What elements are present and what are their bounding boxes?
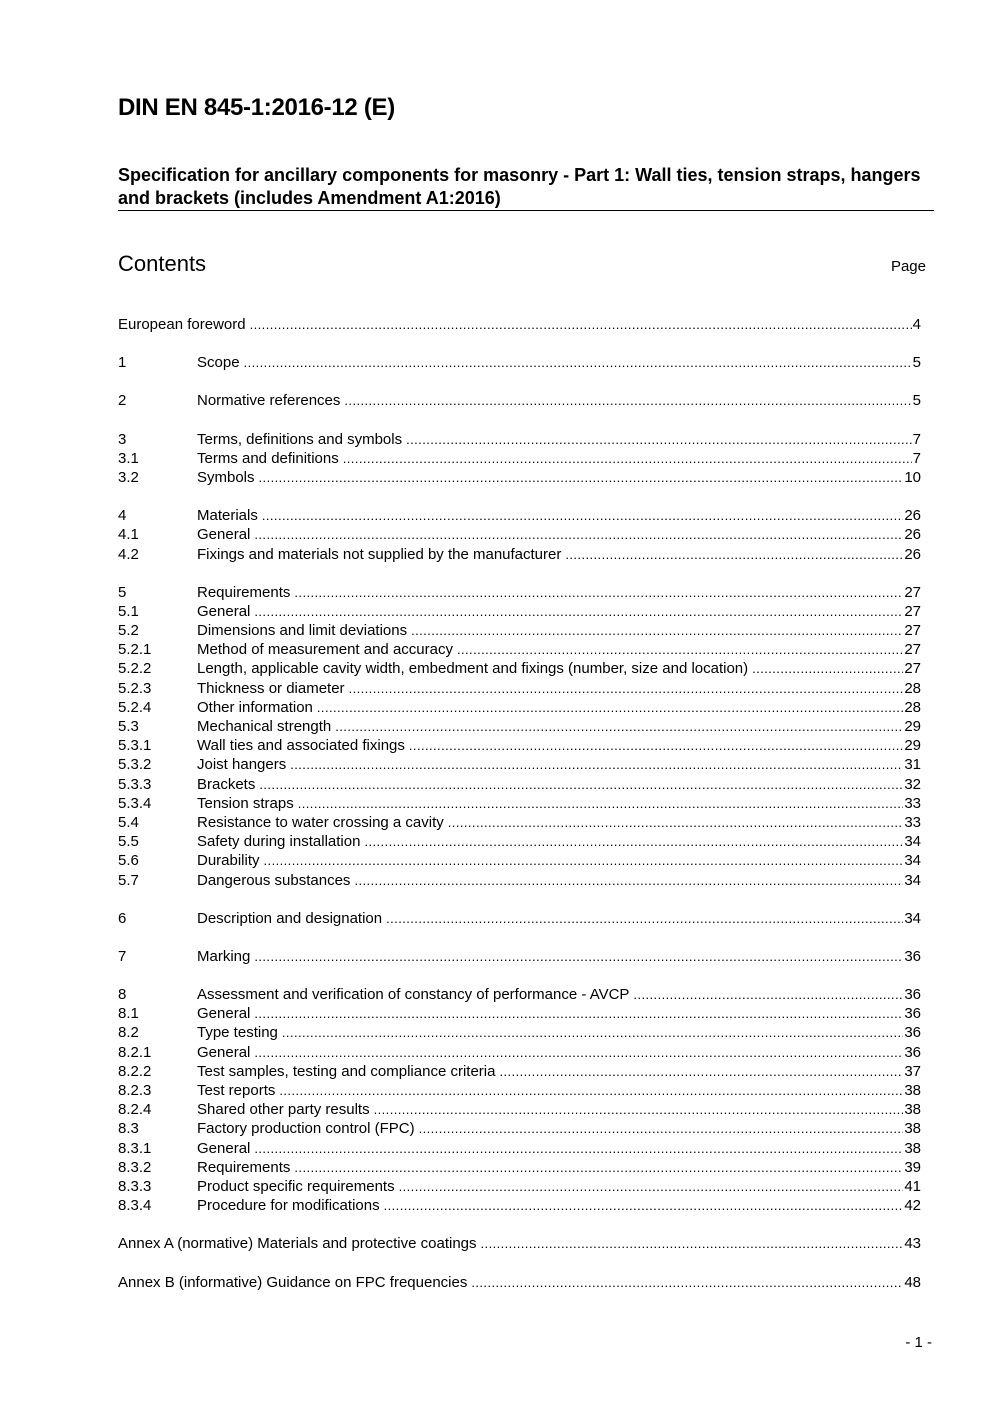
toc-entry-title: Shared other party results	[197, 1101, 370, 1119]
toc-entry-page: 34	[904, 833, 921, 851]
toc-entry-number: 4.1	[118, 526, 139, 544]
toc-entry-title: Mechanical strength	[197, 718, 332, 735]
toc-group	[118, 1273, 921, 1292]
document-title: DIN EN 845-1:2016-12 (E)	[118, 94, 395, 121]
toc-dot-leader	[499, 1062, 903, 1081]
toc-entry-number: 4	[118, 507, 127, 525]
toc-entry-title: Procedure for modifications	[197, 1197, 380, 1215]
toc-entry-title: European foreword	[118, 316, 246, 333]
toc-entry-page: 43	[904, 1235, 921, 1253]
toc-entry-number: 5.2	[118, 622, 139, 640]
toc-entry-number: 6	[118, 909, 127, 927]
toc-entry-number: 1	[118, 354, 127, 372]
toc-entry[interactable]	[118, 717, 921, 736]
toc-group	[118, 391, 921, 410]
toc-entry-page: 36	[904, 986, 921, 1004]
toc-entry-page: 28	[904, 698, 921, 716]
toc-entry-title: Length, applicable cavity width, embedment and fixings (number, size and location)	[197, 660, 749, 678]
toc-entry-page: 38	[904, 1120, 921, 1138]
toc-entry-number: 8.2.2	[118, 1062, 152, 1080]
toc-group	[118, 430, 921, 488]
toc-entry-title: Dimensions and limit deviations	[197, 622, 408, 640]
toc-entry[interactable]	[118, 602, 921, 621]
toc-entry[interactable]	[118, 1100, 921, 1119]
toc-entry-page: 27	[904, 583, 921, 601]
toc-entry-page: 38	[904, 1139, 921, 1157]
toc-entry-number: 5.2.2	[118, 660, 152, 678]
toc-entry-page: 29	[904, 737, 921, 755]
toc-dot-leader	[254, 947, 903, 966]
toc-entry-page: 26	[904, 507, 921, 525]
toc-entry[interactable]	[118, 1139, 921, 1158]
toc-entry-title: Description and designation	[197, 909, 383, 927]
toc-entry-title: Tension straps	[197, 794, 294, 812]
toc-entry-page: 37	[904, 1062, 921, 1080]
toc-group	[118, 909, 921, 928]
toc-entry-page: 48	[904, 1273, 921, 1291]
toc-dot-leader	[406, 430, 912, 449]
toc-dot-leader	[317, 698, 903, 717]
toc-dot-leader	[633, 985, 903, 1004]
toc-dot-leader	[290, 755, 903, 774]
toc-entry-title: Test reports	[197, 1082, 276, 1099]
toc-entry-number: 5.1	[118, 602, 139, 620]
toc-entry-page: 32	[904, 775, 921, 793]
toc-entry[interactable]	[118, 736, 921, 755]
toc-dot-leader	[364, 832, 903, 851]
toc-entry-number: 8.3.1	[118, 1139, 152, 1157]
toc-dot-leader	[335, 717, 903, 736]
toc-entry-title: Product specific requirements	[197, 1177, 395, 1195]
toc-entry[interactable]	[118, 1196, 921, 1215]
toc-entry[interactable]	[118, 1234, 921, 1253]
toc-dot-leader	[374, 1100, 904, 1119]
toc-entry-title: Assessment and verification of constancy of performance - AVCP	[197, 986, 630, 1004]
toc-dot-leader	[259, 468, 904, 487]
toc-entry[interactable]	[118, 1273, 921, 1292]
toc-dot-leader	[344, 391, 911, 410]
toc-entry-page: 34	[904, 852, 921, 870]
toc-entry[interactable]	[118, 430, 921, 449]
toc-entry-number: 8.2	[118, 1024, 139, 1042]
toc-entry-number: 5.5	[118, 833, 139, 851]
toc-entry-title: General	[197, 1043, 251, 1061]
toc-entry-page: 7	[912, 430, 921, 448]
toc-entry-number: 8.3	[118, 1120, 139, 1138]
toc-entry[interactable]	[118, 315, 921, 334]
toc-dot-leader	[752, 659, 903, 678]
toc-entry-number: 5.6	[118, 852, 139, 870]
toc-entry-page: 27	[904, 602, 921, 620]
toc-entry-number: 5.2.3	[118, 679, 152, 697]
toc-entry-number: 3.2	[118, 468, 139, 486]
toc-entry-number: 3.1	[118, 449, 139, 467]
toc-entry-page: 10	[904, 468, 921, 486]
toc-entry[interactable]	[118, 468, 921, 487]
toc-entry-title: Scope	[197, 354, 240, 372]
toc-entry-page: 41	[904, 1177, 921, 1195]
toc-entry[interactable]	[118, 755, 921, 774]
toc-entry-title: Normative references	[197, 392, 341, 410]
toc-entry-title: Resistance to water crossing a cavity	[197, 813, 444, 831]
toc-entry-title: Terms and definitions	[197, 449, 339, 467]
toc-entry[interactable]	[118, 679, 921, 698]
toc-entry[interactable]	[118, 391, 921, 410]
toc-entry-title: General	[197, 1139, 251, 1157]
toc-entry[interactable]	[118, 1062, 921, 1081]
toc-entry-title: Joist hangers	[197, 756, 287, 774]
toc-entry-page: 4	[912, 316, 921, 333]
toc-entry-page: 31	[904, 756, 921, 774]
toc-group	[118, 353, 921, 372]
toc-entry[interactable]	[118, 1043, 921, 1062]
toc-entry-number: 2	[118, 392, 127, 410]
toc-entry-title: Requirements	[197, 1158, 291, 1176]
toc-entry-number: 8.2.3	[118, 1082, 152, 1099]
toc-dot-leader	[481, 1234, 904, 1253]
toc-entry[interactable]	[118, 698, 921, 717]
toc-dot-leader	[354, 871, 903, 890]
toc-entry[interactable]	[118, 851, 921, 870]
toc-entry[interactable]	[118, 1158, 921, 1177]
toc-entry[interactable]	[118, 985, 921, 1004]
toc-entry-page: 5	[912, 354, 921, 372]
toc-dot-leader	[409, 736, 903, 755]
toc-entry-title: Method of measurement and accuracy	[197, 641, 453, 659]
toc-entry[interactable]	[118, 640, 921, 659]
toc-entry[interactable]	[118, 947, 921, 966]
toc-dot-leader	[471, 1273, 903, 1292]
toc-entry[interactable]	[118, 832, 921, 851]
toc-entry-title: Thickness or diameter	[197, 679, 345, 697]
toc-dot-leader	[262, 506, 903, 525]
toc-entry-page: 38	[904, 1101, 921, 1119]
toc-dot-leader	[419, 1119, 904, 1138]
toc-entry[interactable]	[118, 659, 921, 678]
toc-group	[118, 985, 921, 1215]
toc-entry-title: Requirements	[197, 583, 291, 601]
toc-entry-number: 5.3.4	[118, 794, 152, 812]
toc-entry-page: 34	[904, 909, 921, 927]
toc-entry-number: 5.2.4	[118, 698, 152, 716]
toc-entry-title: Test samples, testing and compliance criteria	[197, 1062, 496, 1080]
toc-dot-leader	[386, 909, 903, 928]
toc-entry-page: 27	[904, 660, 921, 678]
toc-dot-leader	[457, 640, 903, 659]
toc-dot-leader	[411, 621, 903, 640]
toc-entry-title: Type testing	[197, 1024, 278, 1042]
toc-entry[interactable]	[118, 1177, 921, 1196]
toc-entry-title: Symbols	[197, 468, 255, 486]
toc-entry[interactable]	[118, 583, 921, 602]
toc-entry-title: Fixings and materials not supplied by the manufacturer	[197, 545, 562, 563]
toc-entry-title: Materials	[197, 507, 258, 525]
toc-group	[118, 1234, 921, 1253]
toc-entry-title: Other information	[197, 698, 313, 716]
toc-entry-title: General	[197, 1005, 251, 1023]
toc-entry-number: 8.3.2	[118, 1158, 152, 1176]
toc-entry-page: 5	[912, 392, 921, 410]
toc-dot-leader	[279, 1081, 903, 1100]
toc-entry-title: Brackets	[197, 775, 256, 793]
toc-dot-leader	[565, 545, 903, 564]
toc-entry-page: 26	[904, 526, 921, 544]
toc-dot-leader	[254, 1043, 903, 1062]
toc-entry-number: 8.2.1	[118, 1043, 152, 1061]
toc-entry[interactable]	[118, 1004, 921, 1023]
toc-entry[interactable]	[118, 525, 921, 544]
toc-entry-title: Terms, definitions and symbols	[197, 430, 403, 448]
toc-dot-leader	[384, 1196, 904, 1215]
toc-entry-number: 5.3.2	[118, 756, 152, 774]
toc-entry-title: Dangerous substances	[197, 871, 351, 889]
toc-entry-title: General	[197, 526, 251, 544]
toc-entry-title: Marking	[197, 947, 251, 965]
toc-entry-number: 8.3.4	[118, 1197, 152, 1215]
toc-dot-leader	[250, 315, 912, 334]
toc-entry-page: 36	[904, 947, 921, 965]
toc-entry-title: Factory production control (FPC)	[197, 1120, 415, 1138]
toc-entry[interactable]	[118, 621, 921, 640]
toc-dot-leader	[294, 583, 903, 602]
toc-entry[interactable]	[118, 871, 921, 890]
toc-entry-page: 29	[904, 718, 921, 735]
toc-entry-number: 8.1	[118, 1005, 139, 1023]
toc-entry[interactable]	[118, 506, 921, 525]
toc-entry-number: 5.3	[118, 718, 139, 735]
toc-group	[118, 315, 921, 334]
toc-entry[interactable]	[118, 353, 921, 372]
toc-entry-page: 33	[904, 794, 921, 812]
toc-entry-title: Safety during installation	[197, 833, 361, 851]
toc-entry-number: 7	[118, 947, 127, 965]
toc-entry-number: 5	[118, 583, 127, 601]
toc-entry-page: 36	[904, 1024, 921, 1042]
toc-entry-page: 27	[904, 641, 921, 659]
toc-entry[interactable]	[118, 449, 921, 468]
toc-dot-leader	[349, 679, 904, 698]
toc-entry-page: 7	[912, 449, 921, 467]
toc-dot-leader	[254, 602, 903, 621]
toc-entry-title: Annex B (informative) Guidance on FPC frequencies	[118, 1273, 468, 1291]
toc-entry-page: 34	[904, 871, 921, 889]
toc-entry-number: 4.2	[118, 545, 139, 563]
toc-entry-number: 8.2.4	[118, 1101, 152, 1119]
toc-entry[interactable]	[118, 1081, 921, 1100]
page-column-label: Page	[890, 258, 926, 275]
toc-entry[interactable]	[118, 775, 921, 794]
toc-dot-leader	[448, 813, 904, 832]
document-subtitle: Specification for ancillary components for masonry - Part 1: Wall ties, tension straps, hangers and brackets (includes Amendment A1:2016)	[118, 165, 921, 208]
toc-group	[118, 583, 921, 890]
toc-entry[interactable]	[118, 813, 921, 832]
footer-page-number: - 1 -	[905, 1334, 932, 1351]
toc-entry[interactable]	[118, 794, 921, 813]
toc-dot-leader	[264, 851, 904, 870]
contents-heading: Contents	[118, 251, 207, 276]
toc-dot-leader	[343, 449, 912, 468]
toc-dot-leader	[294, 1158, 903, 1177]
toc-entry[interactable]	[118, 1119, 921, 1138]
table-of-contents	[118, 315, 921, 1311]
toc-entry-number: 5.3.1	[118, 737, 152, 755]
toc-entry-title: Annex A (normative) Materials and protective coatings	[118, 1235, 477, 1253]
toc-entry[interactable]	[118, 909, 921, 928]
toc-entry-page: 38	[904, 1082, 921, 1099]
toc-entry-number: 5.4	[118, 813, 139, 831]
toc-dot-leader	[298, 794, 904, 813]
toc-dot-leader	[244, 353, 912, 372]
toc-dot-leader	[254, 1004, 903, 1023]
toc-entry-page: 26	[904, 545, 921, 563]
toc-entry-page: 28	[904, 679, 921, 697]
toc-entry[interactable]	[118, 545, 921, 564]
toc-dot-leader	[254, 525, 903, 544]
toc-entry-number: 8.3.3	[118, 1177, 152, 1195]
toc-group	[118, 947, 921, 966]
toc-entry-page: 27	[904, 622, 921, 640]
toc-entry-page: 33	[904, 813, 921, 831]
toc-entry-number: 8	[118, 986, 127, 1004]
toc-entry-page: 42	[904, 1197, 921, 1215]
toc-dot-leader	[254, 1139, 903, 1158]
toc-group	[118, 506, 921, 564]
toc-entry-page: 36	[904, 1005, 921, 1023]
toc-entry-title: Wall ties and associated fixings	[197, 737, 405, 755]
toc-dot-leader	[259, 775, 903, 794]
toc-entry-title: Durability	[197, 852, 260, 870]
title-divider	[118, 210, 934, 211]
toc-entry-number: 5.3.3	[118, 775, 152, 793]
toc-entry-title: General	[197, 602, 251, 620]
toc-entry-number: 5.2.1	[118, 641, 152, 659]
toc-dot-leader	[399, 1177, 904, 1196]
toc-entry[interactable]	[118, 1023, 921, 1042]
toc-dot-leader	[282, 1023, 903, 1042]
toc-entry-page: 36	[904, 1043, 921, 1061]
toc-entry-number: 3	[118, 430, 127, 448]
toc-entry-number: 5.7	[118, 871, 139, 889]
toc-entry-page: 39	[904, 1158, 921, 1176]
